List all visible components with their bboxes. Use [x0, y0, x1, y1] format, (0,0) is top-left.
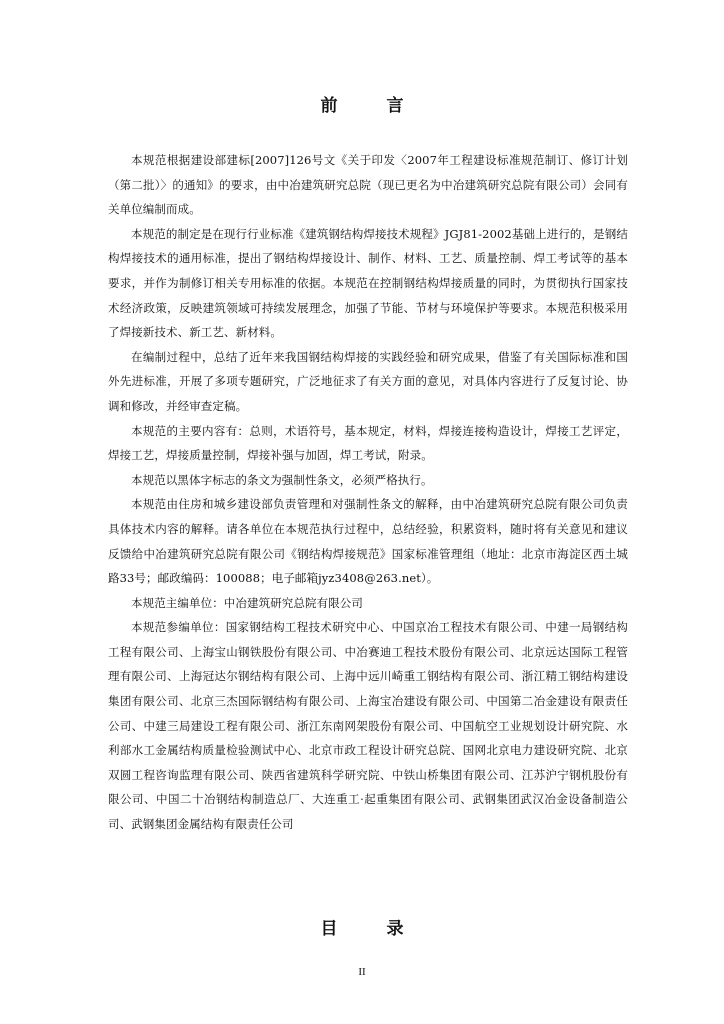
preface-heading: 前 言 [320, 96, 420, 116]
paragraph-compilation-process: 在编制过程中，总结了近年来我国钢结构焊接的实践经验和研究成果，借鉴了有关国际标准和国外先进标准，开展了多项专题研究，广泛地征求了有关方面的意见，对具体内容进行了反复讨论、协调和修改，并经审查定稿。 [108, 349, 628, 413]
paragraph-chief-editor: 本规范主编单位：中冶建筑研究总院有限公司 [131, 595, 363, 610]
paragraph-revision-background: 本规范的制定是在现行行业标准《建筑钢结构焊接技术规程》JGJ81-2002基础上进行的，是钢结构焊接技术的通用标准，提出了钢结构焊接设计、制作、材料、工艺、质量控制、焊工考试等的基本要求，并作为制修订相关专用标准的依据。本规范在控制钢结构焊接质量的同时，为贯彻执行国家技术经济政策，反映建筑领域可持续发展理念，加强了节能、节材与环境保护等要求。本规范积极采用了焊接新技术、新工艺、新材料。 [108, 226, 628, 340]
paragraph-participating-units: 本规范参编单位：国家钢结构工程技术研究中心、中国京冶工程技术有限公司、中建一局钢结构工程有限公司、上海宝山钢铁股份有限公司、中冶赛迪工程技术股份有限公司、北京远达国际工程管理有限公司、上海冠达尔钢结构有限公司、上海中远川崎重工钢结构有限公司、浙江精工钢结构建设集团有限公司、北京三杰国际钢结构有限公司、上海宝冶建设有限公司、中国第二冶金建设有限责任公司、中建三局建设工程有限公司、浙江东南网架股份有限公司、中国航空工业规划设计研究院、水利部水工金属结构质量检验测试中心、北京市政工程设计研究总院、国网北京电力建设研究院、北京双圆工程咨询监理有限公司、陕西省建筑科学研究院、中铁山桥集团有限公司、江苏沪宁钢机股份有限公司、中国二十冶钢结构制造总厂、大连重工·起重集团有限公司、武钢集团武汉冶金设备制造公司、武钢集团金属结构有限责任公司 [108, 620, 628, 832]
paragraph-compilation-basis: 本规范根据建设部建标[2007]126号文《关于印发〈2007年工程建设标准规范制订、修订计划（第二批）〉的通知》的要求，由中冶建筑研究总院（现已更名为中冶建筑研究总院有限公司）会同有关单位编制而成。 [108, 153, 628, 217]
preface-body [108, 148, 628, 837]
paragraph-mandatory-provisions: 本规范以黑体字标志的条文为强制性条文，必须严格执行。 [131, 472, 433, 487]
paragraph-main-contents: 本规范的主要内容有：总则，术语符号，基本规定，材料，焊接连接构造设计，焊接工艺评定，焊接工艺，焊接质量控制，焊接补强与加固，焊工考试，附录。 [108, 423, 628, 463]
paragraph-management-feedback: 本规范由住房和城乡建设部负责管理和对强制性条文的解释，由中冶建筑研究总院有限公司负责具体技术内容的解释。请各单位在本规范执行过程中，总结经验，积累资料，随时将有关意见和建议反馈给中冶建筑研究总院有限公司《钢结构焊接规范》国家标准管理组（地址：北京市海淀区西土城路33号；邮政编码：100088；电子邮箱jyz3408@263.net）。 [108, 497, 628, 586]
page-number: II [358, 966, 366, 978]
toc-heading: 目 录 [320, 919, 420, 939]
